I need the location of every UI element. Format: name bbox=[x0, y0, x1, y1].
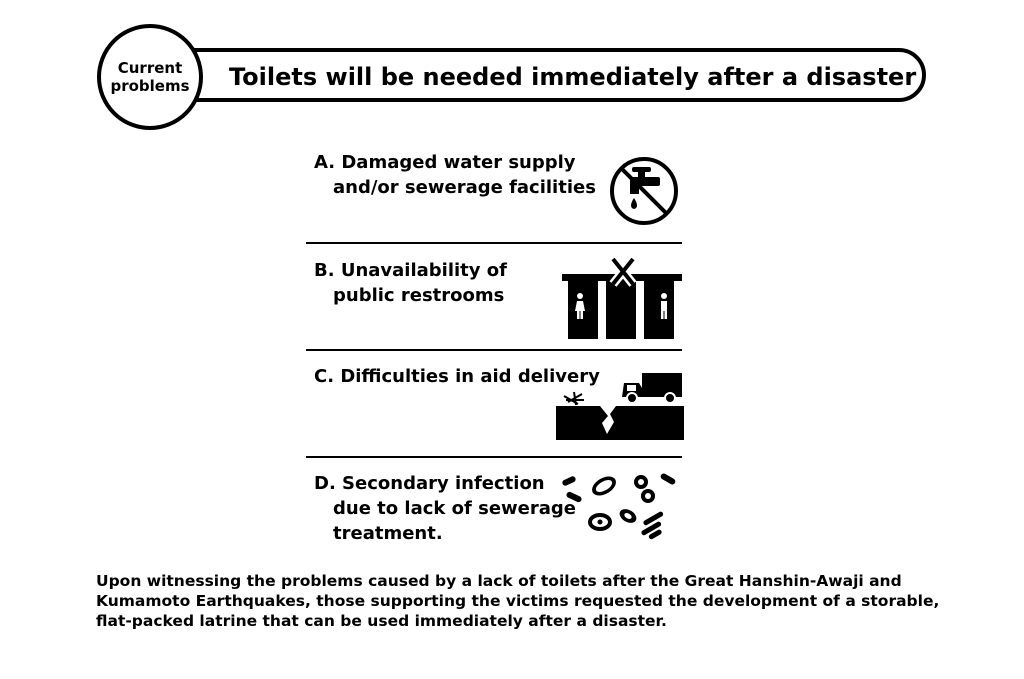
item-b-line-1: B. Unavailability of bbox=[314, 260, 507, 281]
truck-cracked-road-icon bbox=[556, 370, 684, 440]
item-c-line-1: C. Difficulties in aid delivery bbox=[314, 366, 600, 387]
divider bbox=[306, 349, 682, 351]
item-d-line-3: treatment. bbox=[333, 523, 443, 544]
footer-paragraph: Upon witnessing the problems caused by a lack of toilets after the Great Hanshin-Awaji and Kumamoto Earthquakes, those supporting the victims requested the development of a storable, flat-packed latrine that can be used immediately after a disaster. bbox=[96, 572, 940, 630]
item-d-line-1: D. Secondary infection bbox=[314, 473, 545, 494]
item-a-label bbox=[314, 150, 596, 200]
item-d-label bbox=[314, 471, 576, 546]
item-d-line-2: due to lack of sewerage bbox=[333, 498, 576, 519]
item-a-line-2: and/or sewerage facilities bbox=[333, 177, 596, 198]
badge-line-1: Current bbox=[117, 59, 183, 77]
item-b-line-2: public restrooms bbox=[333, 285, 505, 306]
no-water-tap-icon bbox=[608, 155, 680, 227]
bacteria-icon bbox=[558, 470, 684, 546]
item-a-line-1: A. Damaged water supply bbox=[314, 152, 576, 173]
badge-line-2: problems bbox=[110, 77, 190, 95]
divider bbox=[306, 456, 682, 458]
item-b-label bbox=[314, 258, 507, 308]
page-title: Toilets will be needed immediately after a disaster bbox=[229, 63, 917, 91]
closed-restroom-icon bbox=[560, 256, 684, 340]
current-problems-badge bbox=[97, 24, 203, 130]
divider bbox=[306, 242, 682, 244]
